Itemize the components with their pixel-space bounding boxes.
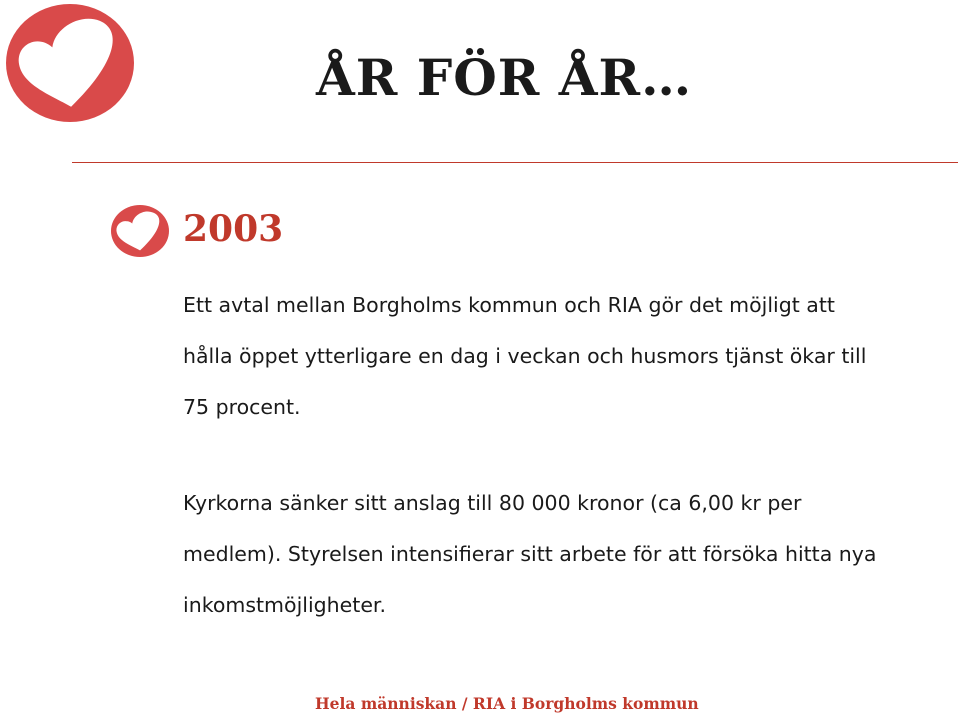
paragraph-line: medlem). Styrelsen intensifierar sitt arbete för att försöka hitta nya (183, 542, 877, 566)
heart-bullet-icon (110, 204, 170, 258)
title-divider (72, 162, 958, 163)
paragraph-line: Ett avtal mellan Borgholms kommun och RIA gör det möjligt att (183, 293, 835, 317)
slide-title: ÅR FÖR ÅR… (316, 48, 693, 107)
paragraph-line: 75 procent. (183, 395, 301, 419)
year-heading: 2003 (183, 208, 284, 250)
paragraph-2003-agreement (183, 280, 943, 433)
paragraph-line: Kyrkorna sänker sitt anslag till 80 000 kronor (ca 6,00 kr per (183, 491, 802, 515)
paragraph-line: hålla öppet ytterligare en dag i veckan och husmors tjänst ökar till (183, 344, 867, 368)
heart-logo-icon (4, 2, 136, 124)
paragraph-2003-churches (183, 478, 943, 631)
paragraph-line: inkomstmöjligheter. (183, 593, 386, 617)
slide-footer: Hela människan / RIA i Borgholms kommun (315, 694, 699, 713)
